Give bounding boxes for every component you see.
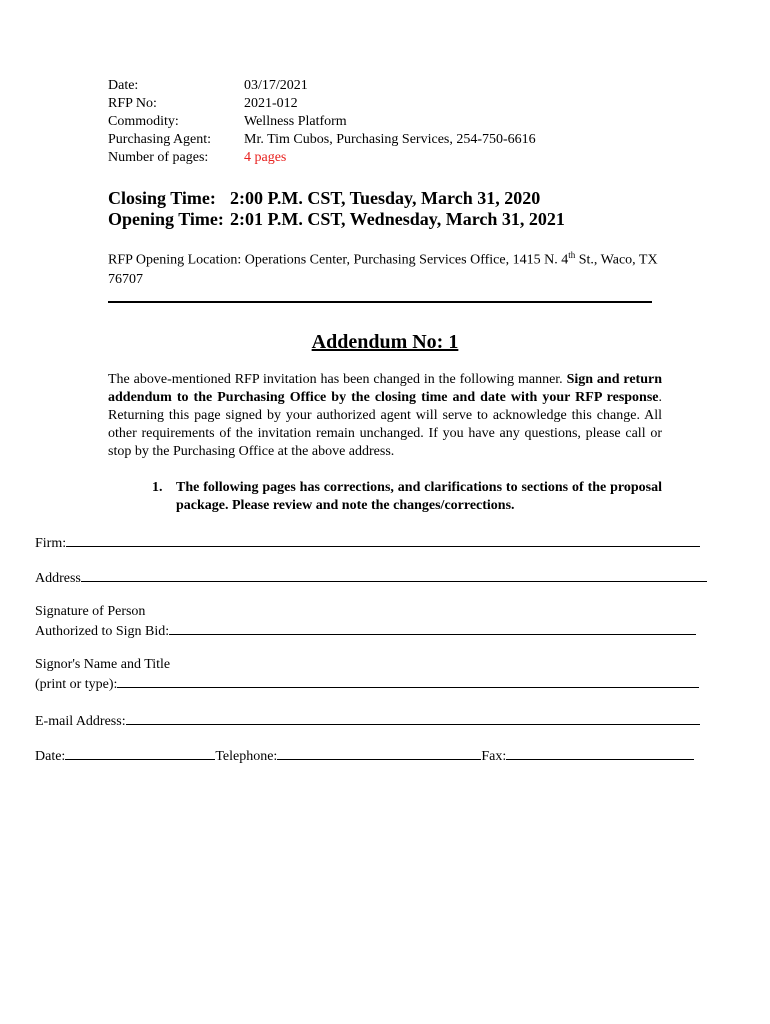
addendum-rest: . Returning this page signed by your authorized agent will serve to acknowledge this change. All other requirements of the invitation remain unchanged. If you have any questions, please call or stop by the Purchasing Office at the above address. — [108, 390, 662, 459]
telephone-label: Telephone: — [215, 749, 278, 764]
firm-input-line[interactable] — [66, 533, 700, 547]
email-field — [35, 711, 700, 731]
addendum-title-text: Addendum No: 1 — [311, 331, 459, 353]
location-superscript: th — [568, 250, 576, 260]
signature-field — [35, 603, 696, 641]
header-row-commodity — [108, 113, 536, 131]
signor-input-line[interactable] — [117, 674, 699, 688]
addendum-intro: The above-mentioned RFP invitation has been changed in the following manner. — [108, 372, 567, 387]
item-number: 1. — [152, 480, 163, 495]
date-label: Date: — [108, 78, 139, 93]
rfp-no-label: RFP No: — [108, 96, 157, 111]
header-row-date — [108, 77, 536, 95]
closing-time-value: 2:00 P.M. CST, Tuesday, March 31, 2020 — [230, 188, 541, 208]
signature-label-line2: Authorized to Sign Bid: — [35, 624, 170, 639]
signor-label-line2: (print or type): — [35, 677, 118, 692]
purchasing-agent-label: Purchasing Agent: — [108, 132, 212, 147]
fax-input-line[interactable] — [506, 746, 694, 760]
address-field — [35, 568, 707, 588]
address-label: Address — [35, 571, 81, 586]
signor-label-line1: Signor's Name and Title — [35, 657, 171, 672]
addendum-item — [152, 479, 662, 515]
signature-input-line[interactable] — [169, 621, 696, 635]
location-suffix: St., Waco, TX 76707 — [108, 252, 658, 287]
email-input-line[interactable] — [126, 711, 700, 725]
header-row-pages — [108, 149, 536, 167]
addendum-body — [108, 371, 662, 461]
number-of-pages-value: 4 pages — [244, 150, 287, 165]
closing-time-label: Closing Time: — [108, 188, 216, 208]
addendum-instruction: Sign and return addendum to the Purchasing Office by the closing time and date with your RFP response — [108, 372, 662, 405]
signature-label-line1: Signature of Person — [35, 604, 146, 619]
number-of-pages-label: Number of pages: — [108, 150, 209, 165]
opening-time-label: Opening Time: — [108, 209, 224, 229]
signor-field — [35, 656, 699, 694]
rfp-header — [108, 77, 536, 167]
fax-label: Fax: — [481, 749, 507, 764]
date-input-line[interactable] — [65, 746, 215, 760]
commodity-value: Wellness Platform — [244, 114, 347, 129]
firm-label: Firm: — [35, 536, 67, 551]
date-telephone-fax-row — [35, 746, 694, 766]
header-row-agent — [108, 131, 536, 149]
opening-location — [108, 246, 668, 289]
telephone-input-line[interactable] — [277, 746, 481, 760]
address-input-line[interactable] — [81, 568, 707, 582]
header-row-rfp-no — [108, 95, 536, 113]
section-divider — [108, 301, 652, 303]
date-field-label: Date: — [35, 749, 66, 764]
date-value: 03/17/2021 — [244, 78, 308, 93]
addendum-title — [0, 331, 770, 354]
firm-field — [35, 533, 700, 553]
opening-time-value: 2:01 P.M. CST, Wednesday, March 31, 2021 — [230, 209, 565, 229]
email-label: E-mail Address: — [35, 714, 126, 729]
item-text: The following pages has corrections, and clarifications to sections of the proposal package. Please review and note the changes/corrections. — [176, 480, 662, 513]
rfp-no-value: 2021-012 — [244, 96, 298, 111]
closing-time — [108, 188, 565, 209]
commodity-label: Commodity: — [108, 114, 179, 129]
opening-time — [108, 209, 565, 230]
location-prefix: RFP Opening Location: Operations Center, Purchasing Services Office, 1415 N. 4 — [108, 252, 569, 268]
purchasing-agent-value: Mr. Tim Cubos, Purchasing Services, 254-750-6616 — [244, 132, 536, 147]
closing-opening-times — [108, 188, 565, 230]
